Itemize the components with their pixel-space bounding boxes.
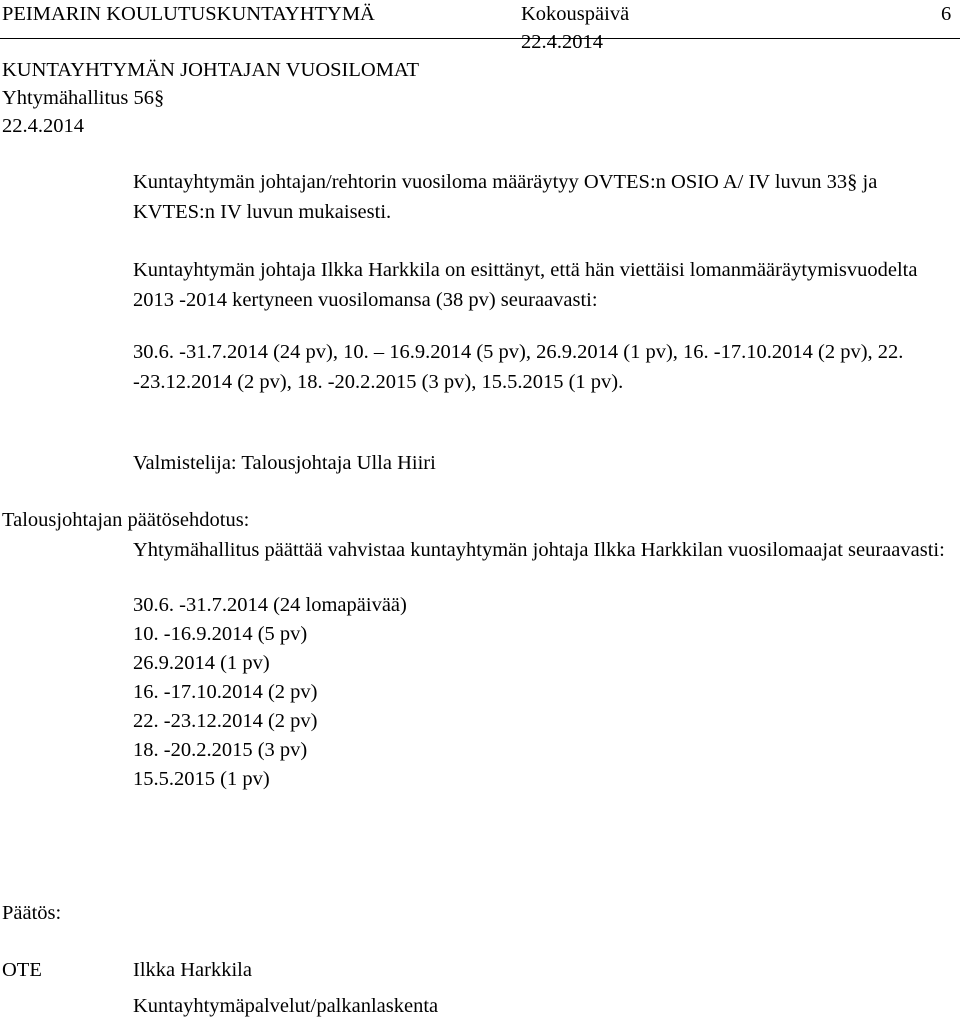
decision-label: Päätös: [2, 902, 62, 924]
list-item: 15.5.2015 (1 pv) [133, 768, 270, 790]
organization-name: PEIMARIN KOULUTUSKUNTAYHTYMÄ [2, 3, 375, 25]
header-rule [0, 38, 960, 39]
page-number: 6 [941, 3, 952, 25]
document-title: KUNTAYHTYMÄN JOHTAJAN VUOSILOMAT [2, 59, 419, 81]
subject-date: 22.4.2014 [2, 115, 84, 137]
list-item: 22. -23.12.2014 (2 pv) [133, 710, 318, 732]
list-item: 18. -20.2.2015 (3 pv) [133, 739, 308, 761]
meeting-date-label: Kokouspäivä [521, 3, 630, 25]
recipient-item: Kuntayhtymäpalvelut/palkanlaskenta [133, 995, 439, 1017]
list-item: 16. -17.10.2014 (2 pv) [133, 681, 318, 703]
section-reference: Yhtymähallitus 56§ [2, 87, 165, 109]
proposal-text: Yhtymähallitus päättää vahvistaa kuntayhtymän johtaja Ilkka Harkkilan vuosilomaajat seuraavasti: [133, 539, 945, 561]
proposal-label: Talousjohtajan päätösehdotus: [2, 509, 250, 531]
preparer-line: Valmistelija: Talousjohtaja Ulla Hiiri [133, 452, 436, 474]
meeting-date: 22.4.2014 [521, 31, 603, 53]
list-item: 26.9.2014 (1 pv) [133, 652, 270, 674]
proposal-date-list [133, 591, 407, 794]
distribution-label: OTE [2, 959, 42, 981]
list-item: 10. -16.9.2014 (5 pv) [133, 623, 308, 645]
paragraph-vacation-request: Kuntayhtymän johtaja Ilkka Harkkila on esittänyt, että hän viettäisi lomanmääräytymisvuodelta 2013 -2014 kertyneen vuosilomansa (38 pv) seuraavasti: [133, 259, 918, 311]
list-item: 30.6. -31.7.2014 (24 lomapäivää) [133, 594, 407, 616]
paragraph-vacation-rules: Kuntayhtymän johtajan/rehtorin vuosiloma määräytyy OVTES:n OSIO A/ IV luvun 33§ ja KVTES:n IV luvun mukaisesti. [133, 171, 878, 223]
paragraph-vacation-dates: 30.6. -31.7.2014 (24 pv), 10. – 16.9.2014 (5 pv), 26.9.2014 (1 pv), 16. -17.10.2014 (2 pv), 22. -23.12.2014 (2 pv), 18. -20.2.2015 (3 pv), 15.5.2015 (1 pv). [133, 341, 904, 393]
recipient-item: Ilkka Harkkila [133, 959, 252, 981]
